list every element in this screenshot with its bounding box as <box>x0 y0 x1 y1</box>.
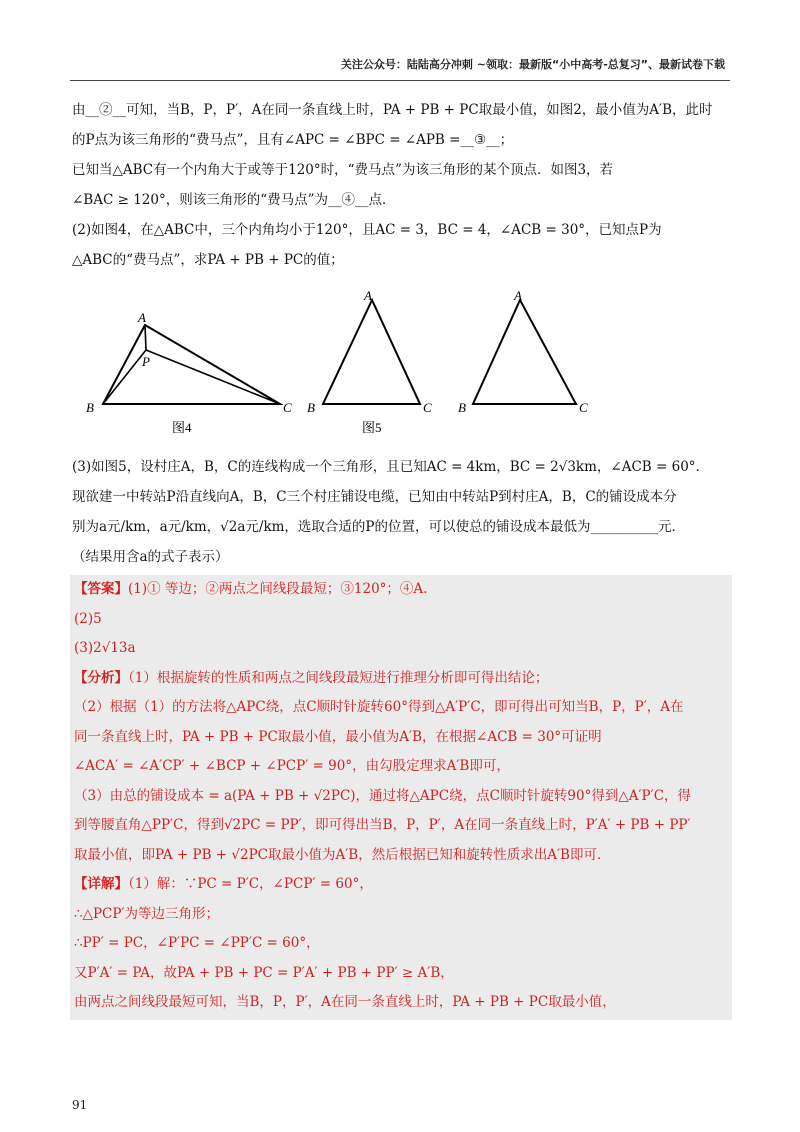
detail-text: ∴△PCP′为等边三角形； <box>74 905 220 922</box>
answer-tag: 【答案】 <box>74 581 128 597</box>
fig6-label-a: A <box>514 288 522 303</box>
fig5-label-c: C <box>423 400 432 415</box>
question-line: 由__②__可知，当B，P，P′，A在同一条直线上时，PA + PB + PC取最小值，如图2，最小值为A′B，此时 <box>72 102 713 118</box>
fig5-label-b: B <box>307 400 315 415</box>
fig6-label-c: C <box>579 400 588 415</box>
figure-6 <box>458 288 588 415</box>
question-line: △ABC的“费马点”，求PA + PB + PC的值； <box>72 252 344 268</box>
header-divider <box>70 80 730 81</box>
figure-5 <box>307 288 432 435</box>
analysis-text: ∠ACA′ = ∠A′CP′ + ∠BCP + ∠PCP′ = 90°，由勾股定理求A′B即可， <box>74 758 510 774</box>
analysis-text: 同一条直线上时，PA + PB + PC取最小值，最小值为A′B，在根据∠ACB = 30°可证明 <box>74 728 602 745</box>
answer-2: (2)5 <box>74 610 102 627</box>
detail-line <box>70 870 732 900</box>
answer-panel <box>70 575 732 1020</box>
fig5-caption: 图5 <box>362 420 382 435</box>
question-line: ∠BAC ≥ 120°，则该三角形的“费马点”为__④__点． <box>72 192 396 208</box>
question-line: 现欲建一中转站P沿直线向A，B，C三个村庄铺设电缆，已知由中转站P到村庄A，B，C的铺设成本分 <box>72 489 677 505</box>
question-part-3 <box>72 452 732 572</box>
detail-text: （1）解：∵PC = P′C，∠PCP′ = 60°， <box>128 876 373 892</box>
fig5-label-a: A <box>364 288 372 303</box>
question-line: 的P点为该三角形的“费马点”，且有∠APC = ∠BPC = ∠APB =__③__； <box>72 132 514 148</box>
detail-text: 由两点之间线段最短可知，当B，P，P′，A在同一条直线上时，PA + PB + PC取最小值， <box>74 994 616 1010</box>
analysis-tag: 【分析】 <box>74 669 128 686</box>
answer-3: (3)2√13a <box>74 640 136 656</box>
fig4-label-c: C <box>283 400 292 415</box>
figure-4 <box>86 310 292 435</box>
question-part-1 <box>72 95 732 275</box>
fig4-caption: 图4 <box>172 420 192 435</box>
analysis-text: （3）由总的铺设成本 = a(PA + PB + √2PC)，通过将△APC绕，点C顺时针旋转90°得到△A′P′C，得 <box>74 787 692 804</box>
geometry-figures <box>80 288 620 448</box>
question-line: 已知当△ABC有一个内角大于或等于120°时，“费马点”为该三角形的某个顶点．如图3，若 <box>72 162 614 178</box>
answer-1: (1)① 等边；②两点之间线段最短；③120°；④A. <box>128 581 428 597</box>
fig4-label-a: A <box>138 310 146 325</box>
detail-text: ∴PP′ = PC，∠P′PC = ∠PP′C = 60°， <box>74 935 320 951</box>
fig6-label-b: B <box>458 400 466 415</box>
analysis-text: （2）根据（1）的方法将△APC绕，点C顺时针旋转60°得到△A′P′C，即可得出可知当B，P，P′，A在 <box>74 699 684 715</box>
question-line: (2)如图4，在△ABC中，三个内角均小于120°，且AC = 3，BC = 4，∠ACB = 30°，已知点P为 <box>72 222 662 238</box>
page-number: 91 <box>72 1098 88 1112</box>
fig4-label-p: P <box>142 354 150 369</box>
detail-tag: 【详解】 <box>74 876 128 892</box>
answer-line <box>70 575 732 605</box>
analysis-text: 到等腰直角△PP′C，得到√2PC = PP′，即可得出当B，P，P′，A在同一条直线上时，P′A′ + PB + PP′ <box>74 817 691 833</box>
question-line: 别为a元/km，a元/km，√2a元/km，选取合适的P的位置，可以使总的铺设成本最低为__________元． <box>72 519 686 535</box>
question-line: （结果用含a的式子表示） <box>72 549 229 565</box>
analysis-line <box>70 664 732 694</box>
detail-text: 又P′A′ = PA，故PA + PB + PC = P′A′ + PB + PP′ ≥ A′B， <box>74 964 454 981</box>
analysis-text: （1）根据旋转的性质和两点之间线段最短进行推理分析即可得出结论； <box>128 669 549 686</box>
analysis-text: 取最小值，即PA + PB + √2PC取最小值为A′B，然后根据已知和旋转性质求出A′B即可． <box>74 846 611 863</box>
fig4-label-b: B <box>86 400 94 415</box>
page-header: 关注公众号：陆陆高分冲刺 ~领取：最新版“小中高考-总复习”、最新试卷下载 <box>340 58 725 71</box>
question-line: (3)如图5，设村庄A，B，C的连线构成一个三角形，且已知AC = 4km，BC = 2√3km，∠ACB = 60°． <box>72 459 710 475</box>
